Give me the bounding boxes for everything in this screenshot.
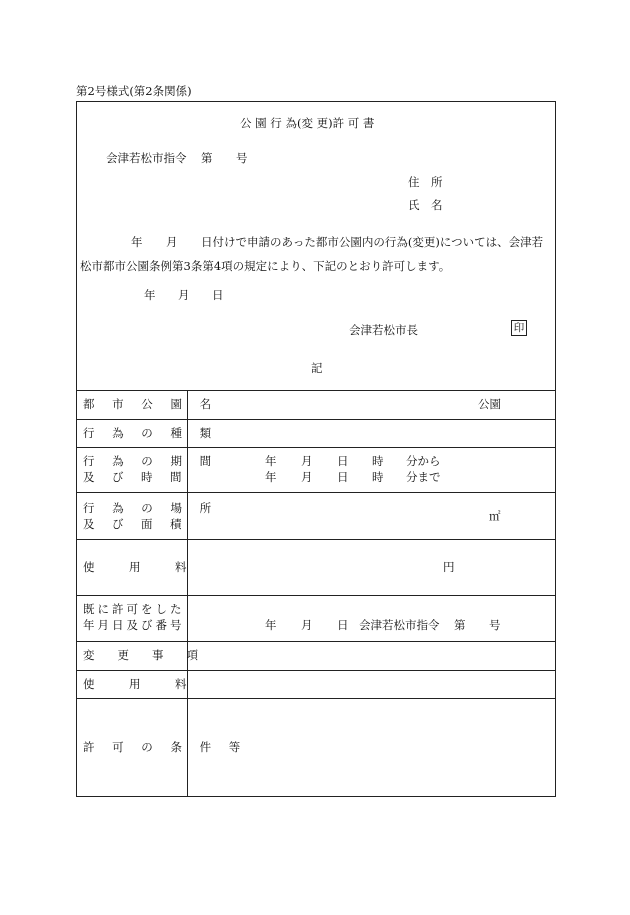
- area-unit: ㎡: [489, 509, 501, 523]
- period-to-day: 日: [337, 470, 349, 484]
- date-year: 年: [144, 288, 156, 302]
- period-to-hour: 時: [372, 470, 384, 484]
- prior-number-prefix: 会津若松市指令: [359, 618, 440, 632]
- prior-label-2: 年月日及び番号: [83, 618, 185, 632]
- prior-day: 日: [337, 618, 349, 632]
- form-frame: [76, 101, 556, 797]
- row-divider: [76, 641, 556, 642]
- act-type-label: 行 為 の 種 類: [83, 426, 219, 440]
- period-to-year: 年: [265, 470, 277, 484]
- seal-box: 印: [511, 320, 527, 336]
- body-line-1: 日付けで申請のあった都市公園内の行為(変更)については、会津若: [201, 235, 544, 249]
- period-from-hour: 時: [372, 454, 384, 468]
- name-label: 氏 名: [408, 198, 443, 212]
- period-to-minute: 分まで: [406, 470, 441, 484]
- place-label-1: 行 為 の 場 所: [83, 501, 219, 515]
- permit-number-prefix: 会津若松市指令: [106, 151, 187, 165]
- row-divider: [76, 670, 556, 671]
- row-divider: [76, 698, 556, 699]
- period-label-1: 行 為 の 期 間: [83, 454, 219, 468]
- prior-label-1: 既に許可をした: [83, 602, 185, 616]
- permit-number-dai: 第: [201, 151, 213, 165]
- fee2-label: 使 用 料: [83, 677, 187, 691]
- date-month: 月: [178, 288, 190, 302]
- table-top-line: [76, 390, 556, 391]
- prior-month: 月: [301, 618, 313, 632]
- period-label-2: 及 び 時 間: [83, 470, 185, 484]
- fee-unit: 円: [443, 560, 455, 574]
- conditions-label: 許 可 の 条 件 等: [83, 740, 248, 754]
- ki-mark: 記: [311, 361, 323, 375]
- period-from-year: 年: [265, 454, 277, 468]
- park-name-label: 都 市 公 園 名: [83, 397, 219, 411]
- address-label: 住 所: [408, 175, 443, 189]
- period-to-month: 月: [301, 470, 313, 484]
- row-divider: [76, 419, 556, 420]
- permit-number-go: 号: [236, 151, 248, 165]
- period-from-minute: 分から: [406, 454, 441, 468]
- period-from-month: 月: [301, 454, 313, 468]
- row-divider: [76, 492, 556, 493]
- prior-dai: 第: [454, 618, 466, 632]
- document-title: 公 園 行 為(変 更)許 可 書: [240, 116, 375, 130]
- body-line-2: 松市都市公園条例第3条第4項の規定により、下記のとおり許可します。: [80, 259, 451, 273]
- change-label: 変 更 事 項: [83, 648, 198, 662]
- park-suffix: 公園: [478, 397, 501, 411]
- row-divider: [76, 595, 556, 596]
- issuer-title: 会津若松市長: [349, 323, 418, 337]
- date-day: 日: [212, 288, 224, 302]
- place-label-2: 及 び 面 積: [83, 517, 185, 531]
- body-month: 月: [166, 235, 178, 249]
- prior-go: 号: [489, 618, 501, 632]
- prior-year: 年: [265, 618, 277, 632]
- fee-label: 使 用 料: [83, 560, 187, 574]
- period-from-day: 日: [337, 454, 349, 468]
- row-divider: [76, 447, 556, 448]
- label-column-divider: [187, 390, 188, 796]
- row-divider: [76, 539, 556, 540]
- form-caption: 第2号様式(第2条関係): [76, 84, 192, 98]
- body-year: 年: [131, 235, 143, 249]
